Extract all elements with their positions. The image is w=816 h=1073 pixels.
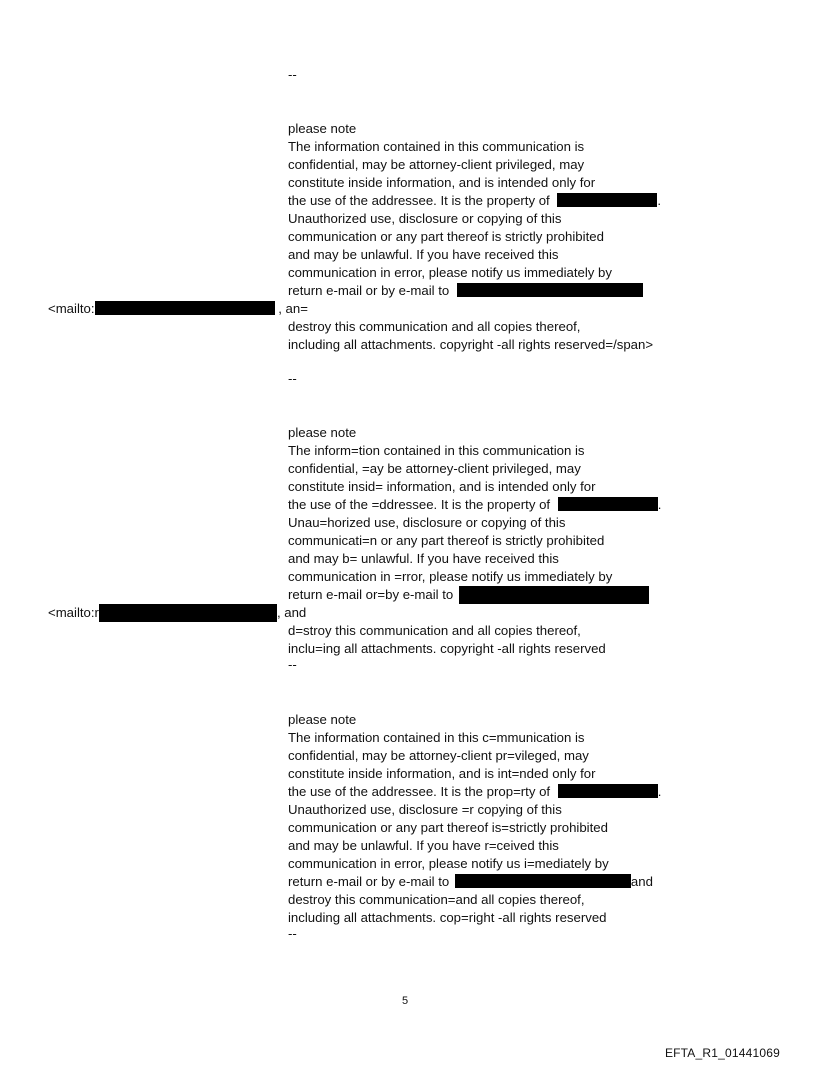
notice-line: inclu=ing all attachments. copyright -all rights reserved: [288, 641, 606, 656]
notice-line-email: [288, 282, 643, 300]
notice-heading: please note: [288, 121, 357, 136]
notice-line: The inform=tion contained in this communication is: [288, 443, 585, 458]
notice-line-text: the use of the addressee. It is the prop=rty of: [288, 784, 551, 799]
notice-line-text: return e-mail or by e-mail to: [288, 874, 450, 889]
mailto-prefix: <mailto:: [48, 301, 95, 316]
email-suffix: and: [630, 874, 653, 889]
mailto-line: [48, 604, 306, 622]
notice-line: and may be unlawful. If you have r=ceived this: [288, 838, 559, 853]
notice-line: Unauthorized use, disclosure or copying of this: [288, 211, 562, 226]
page-number: 5: [402, 995, 409, 1007]
notice-line: including all attachments. cop=right -all rights reserved: [288, 910, 607, 925]
redaction-box: [95, 301, 275, 315]
notice-line: and may b= unlawful. If you have received this: [288, 551, 559, 566]
notice-line: constitute inside information, and is intended only for: [288, 175, 596, 190]
notice-line: destroy this communication=and all copies thereof,: [288, 892, 585, 907]
notice-line-text: return e-mail or=by e-mail to: [288, 587, 454, 602]
notice-line-email: [288, 873, 653, 891]
separator-line: --: [288, 926, 297, 941]
notice-line: destroy this communication and all copies thereof,: [288, 319, 581, 334]
notice-line: communication or any part thereof is=strictly prohibited: [288, 820, 608, 835]
mailto-line: [48, 300, 308, 318]
property-suffix: .: [657, 193, 662, 208]
redaction-box: [558, 497, 658, 511]
notice-line: confidential, may be attorney-client privileged, may: [288, 157, 585, 172]
notice-line-text: return e-mail or by e-mail to: [288, 283, 450, 298]
bates-number: EFTA_R1_01441069: [664, 1046, 780, 1060]
notice-line: d=stroy this communication and all copies thereof,: [288, 623, 581, 638]
notice-line: communication in error, please notify us immediately by: [288, 265, 612, 280]
redaction-box: [557, 193, 657, 207]
notice-line: communication or any part thereof is strictly prohibited: [288, 229, 604, 244]
notice-line: Unauthorized use, disclosure =r copying of this: [288, 802, 562, 817]
notice-line: constitute insid= information, and is intended only for: [288, 479, 596, 494]
redaction-box: [99, 604, 277, 622]
notice-line-text: the use of the =ddressee. It is the property of: [288, 497, 551, 512]
separator-line: --: [288, 371, 297, 386]
redaction-box: [558, 784, 658, 798]
notice-line: communicati=n or any part thereof is strictly prohibited: [288, 533, 605, 548]
notice-line: Unau=horized use, disclosure or copying of this: [288, 515, 566, 530]
redaction-box: [455, 874, 631, 888]
notice-line-property: [288, 496, 661, 514]
property-suffix: .: [657, 497, 662, 512]
notice-line: communication in =rror, please notify us immediately by: [288, 569, 613, 584]
notice-line-email: [288, 586, 649, 604]
mailto-suffix: , and: [276, 605, 307, 620]
notice-heading: please note: [288, 425, 357, 440]
notice-line: The information contained in this communication is: [288, 139, 585, 154]
notice-line-property: [288, 783, 661, 801]
notice-line: and may be unlawful. If you have received this: [288, 247, 559, 262]
notice-line: The information contained in this c=mmunication is: [288, 730, 585, 745]
notice-line: confidential, may be attorney-client pr=vileged, may: [288, 748, 589, 763]
notice-line-text: the use of the addressee. It is the property of: [288, 193, 550, 208]
notice-line: including all attachments. copyright -all rights reserved=/span>: [288, 337, 654, 352]
notice-heading: please note: [288, 712, 357, 727]
notice-line: confidential, =ay be attorney-client privileged, may: [288, 461, 581, 476]
property-suffix: .: [657, 784, 662, 799]
separator-line: --: [288, 657, 297, 672]
redaction-box: [459, 586, 649, 604]
separator-line: --: [288, 67, 297, 82]
mailto-suffix: , an=: [278, 301, 308, 316]
mailto-prefix: <mailto:r: [48, 605, 99, 620]
redaction-box: [457, 283, 643, 297]
notice-line: constitute inside information, and is int=nded only for: [288, 766, 596, 781]
notice-line: communication in error, please notify us i=mediately by: [288, 856, 609, 871]
notice-line-property: [288, 192, 661, 210]
